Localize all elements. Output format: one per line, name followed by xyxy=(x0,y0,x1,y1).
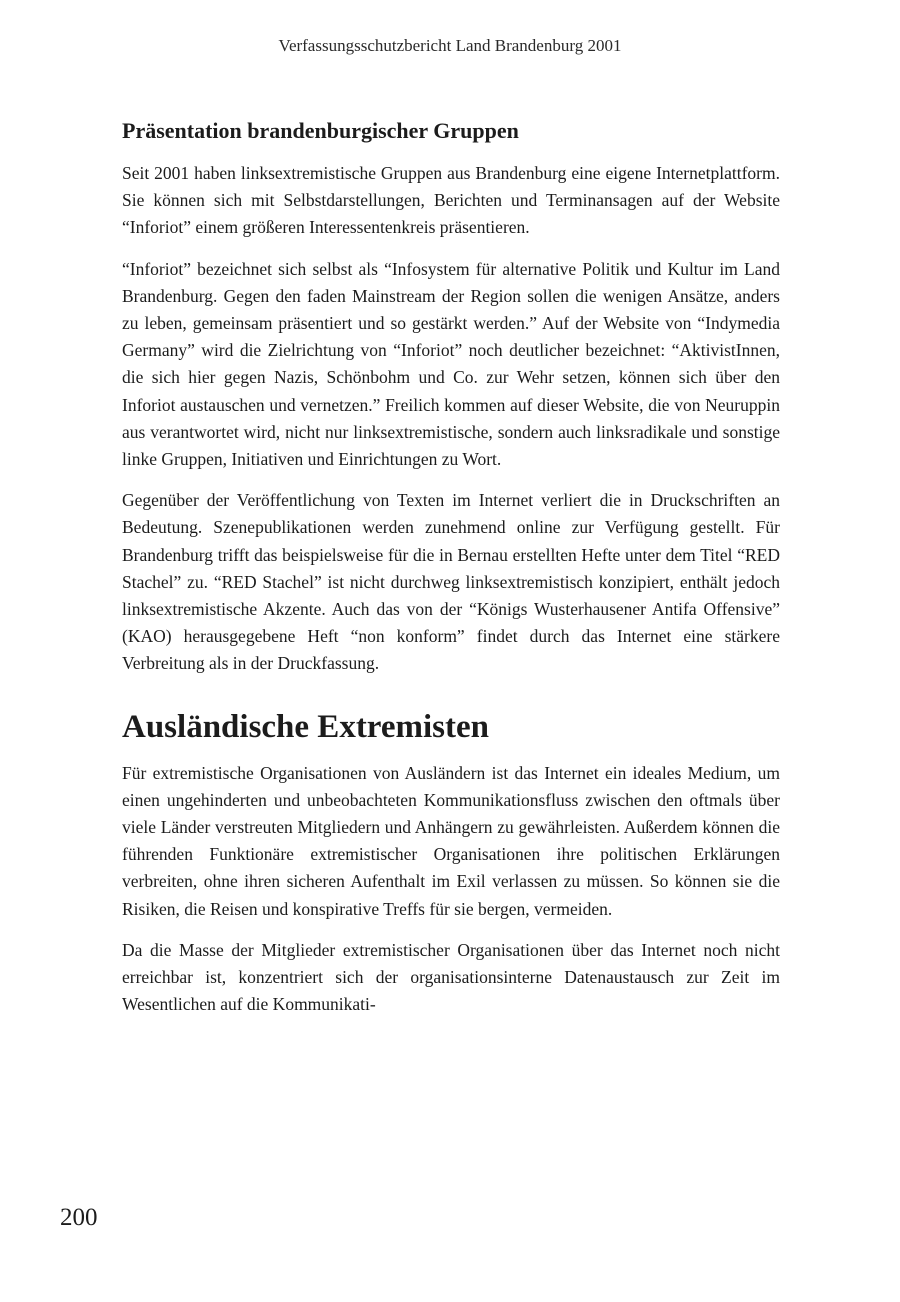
paragraph: Seit 2001 haben linksextremistische Gruppen aus Brandenburg eine eigene Internetplattform. Sie können sich mit Selbstdarstellungen, Berichten und Terminansagen auf der Website “Inforiot” einem größeren Interessentenkreis präsentieren. xyxy=(122,163,780,238)
page-content xyxy=(122,116,780,1032)
paragraph: Gegenüber der Veröffentlichung von Texten im Internet verliert die in Druckschriften an Bedeutung. Szenepublikationen werden zunehmend online zur Verfügung gestellt. Für Brandenburg trifft das beispielsweise für die in Bernau erstellten Hefte unter dem Titel “RED Stachel” zu. “RED Stachel” ist nicht durchweg linksextremistisch konzipiert, enthält jedoch linksextremistische Akzente. Auch das von der “Königs Wusterhausener Antifa Offensive” (KAO) herausgegebene Heft “non konform” findet durch das Internet eine stärkere Verbreitung als in der Druckfassung. xyxy=(122,490,780,674)
paragraph: Für extremistische Organisationen von Ausländern ist das Internet ein ideales Medium, um einen ungehinderten und unbeobachteten Kommunikationsfluss zwischen den oftmals über viele Länder verstreuten Mitgliedern und Anhängern zu gewährleisten. Außerdem können die führenden Funktionäre extremistischer Organisationen ihre politischen Erklärungen verbreiten, ohne ihren sicheren Aufenthalt im Exil verlassen zu müssen. So können sie die Risiken, die Reisen und konspirative Treffs für sie bergen, vermeiden. xyxy=(122,762,780,919)
page-number: 200 xyxy=(60,1204,98,1231)
paragraph: “Inforiot” bezeichnet sich selbst als “Infosystem für alternative Politik und Kultur im Land Brandenburg. Gegen den faden Mainstream der Region sollen die wenigen Ansätze, anders zu leben, gemeinsam präsentiert und so gestärkt werden.” Auf der Website von “Indymedia Germany” wird die Zielrichtung von “Inforiot” noch deutlicher bezeichnet: “AktivistInnen, die sich hier gegen Nazis, Schönbohm und Co. zur Wehr setzen, können sich über den Inforiot austauschen und vernetzen.” Freilich kommen auf dieser Website, die von Neuruppin aus verantwortet wird, nicht nur linksextremistische, sondern auch linksradikale und sonstige linke Gruppen, Initiativen und Einrichtungen zu Wort. xyxy=(122,258,780,470)
section-heading: Ausländische Extremisten xyxy=(122,708,489,745)
running-header: Verfassungsschutzbericht Land Brandenburg 2001 xyxy=(278,36,622,55)
section-subheading: Präsentation brandenburgischer Gruppen xyxy=(122,118,519,143)
paragraph: Da die Masse der Mitglieder extremistischer Organisationen über das Internet noch nicht erreichbar ist, konzentriert sich der organisationsinterne Datenaustausch zur Zeit im Wesentlichen auf die Kommunikati- xyxy=(122,939,780,1015)
